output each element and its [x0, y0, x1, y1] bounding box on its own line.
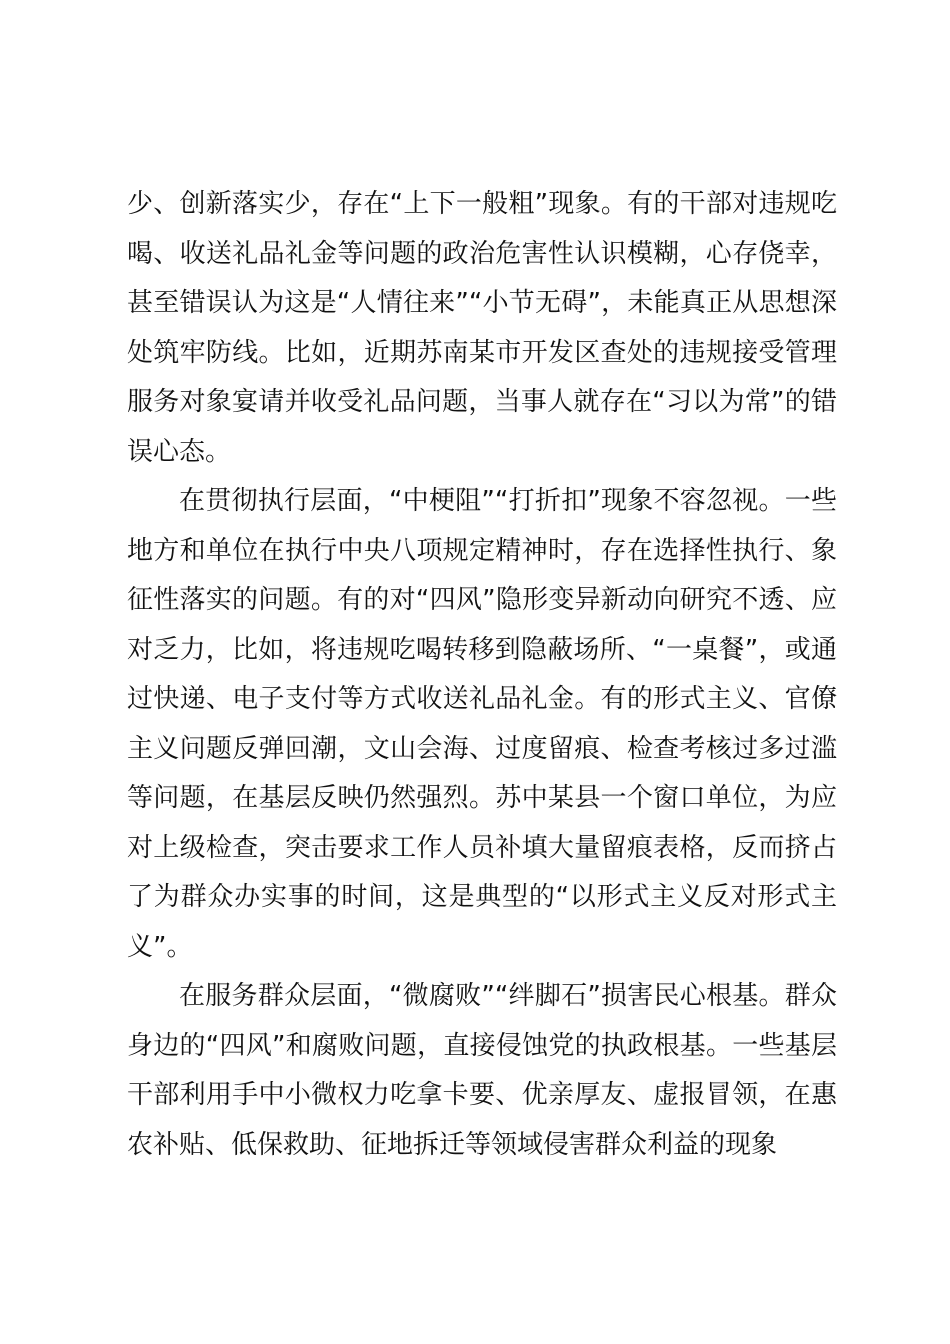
- paragraph-3: 在服务群众层面，“微腐败”“绊脚石”损害民心根基。群众身边的“四风”和腐败问题，直接侵蚀党的执政根基。一些基层干部利用手中小微权力吃拿卡要、优亲厚友、虚报冒领，在惠农补贴、低保救助、征地拆迁等领域侵害群众利益的现象: [127, 981, 837, 1160]
- document-body: [127, 180, 837, 1170]
- paragraph-2: 在贯彻执行层面，“中梗阻”“打折扣”现象不容忽视。一些地方和单位在执行中央八项规定精神时，存在选择性执行、象征性落实的问题。有的对“四风”隐形变异新动向研究不透、应对乏力，比如，将违规吃喝转移到隐蔽场所、“一桌餐”，或通过快递、电子支付等方式收送礼品礼金。有的形式主义、官僚主义问题反弹回潮，文山会海、过度留痕、检查考核过多过滥等问题，在基层反映仍然强烈。苏中某县一个窗口单位，为应对上级检查，突击要求工作人员补填大量留痕表格，反而挤占了为群众办实事的时间，这是典型的“以形式主义反对形式主义”。: [127, 486, 837, 962]
- paragraph-1: 少、创新落实少，存在“上下一般粗”现象。有的干部对违规吃喝、收送礼品礼金等问题的政治危害性认识模糊，心存侥幸，甚至错误认为这是“人情往来”“小节无碍”，未能真正从思想深处筑牢防线。比如，近期苏南某市开发区查处的违规接受管理服务对象宴请并收受礼品问题，当事人就存在“习以为常”的错误心态。: [127, 189, 837, 467]
